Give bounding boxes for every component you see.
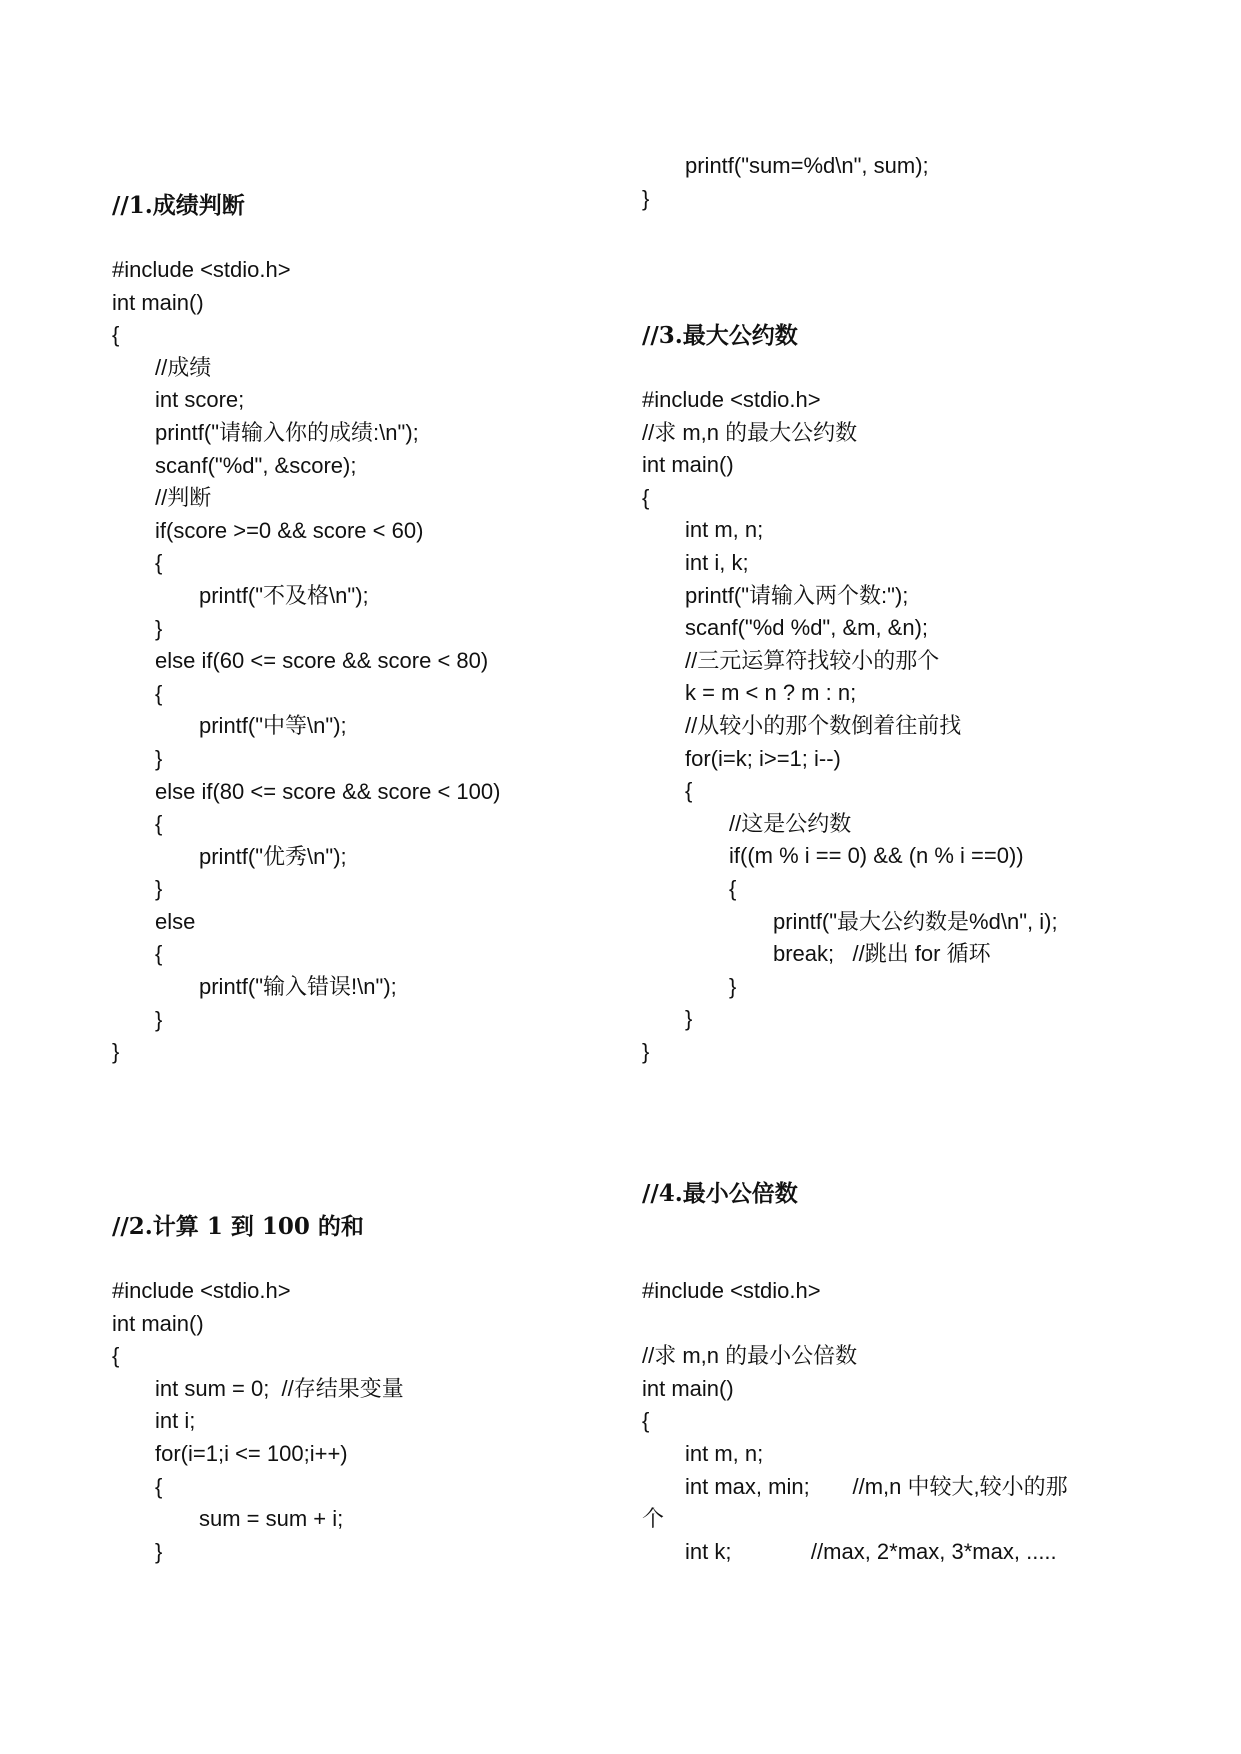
code-line: } [642,1038,650,1064]
code-line: int main() [642,1375,734,1401]
code-line: printf("sum=%d\n", sum); [685,153,929,178]
section-sum-1-to-100 [112,1211,652,1568]
section-title: //1.成绩判断 [112,192,245,219]
code-line: //成绩 [155,354,212,380]
code-line: { [155,550,163,576]
code-block [642,150,1182,215]
code-line: } [642,185,650,211]
code-line: printf("优秀\n"); [199,843,347,869]
code-line: #include <stdio.h> [642,1278,821,1303]
code-block [112,254,652,1069]
code-line: int i; [155,1408,196,1434]
code-line: int max, min; //m,n 中较大,较小的那 [685,1473,1068,1499]
code-line: printf("中等\n"); [199,713,347,739]
code-line: int main() [642,452,734,478]
section-title: //2.计算 1 到 100 的和 [112,1213,364,1240]
code-line: { [642,1408,650,1434]
code-line: printf("请输入你的成绩:\n"); [155,419,419,445]
code-line: } [155,615,163,641]
code-line: 个 [642,1506,665,1532]
code-line: else [155,908,196,934]
code-line: printf("最大公约数是%d\n", i); [773,908,1058,934]
code-line: for(i=1;i <= 100;i++) [155,1440,348,1466]
code-line: } [155,1538,163,1564]
code-line: #include <stdio.h> [112,257,291,282]
code-line: int score; [155,387,245,413]
section-lcm [642,1178,1182,1568]
code-line: #include <stdio.h> [112,1278,291,1303]
code-line: int m, n; [685,517,764,543]
code-line: //求 m,n 的最大公约数 [642,419,858,445]
code-line: } [155,745,163,771]
code-line: scanf("%d", &score); [155,452,357,478]
code-line: if((m % i == 0) && (n % i ==0)) [729,843,1024,869]
code-line: { [155,680,163,706]
code-line: int main() [112,289,204,315]
code-block [112,1275,652,1568]
code-line: int main() [112,1310,204,1336]
code-line: break; //跳出 for 循环 [773,941,991,967]
code-line [642,1308,1182,1341]
code-line: #include <stdio.h> [642,387,821,412]
code-line: //判断 [155,485,212,511]
code-line: //三元运算符找较小的那个 [685,647,940,673]
section-sum-continued [642,150,1182,215]
code-line: { [112,322,120,348]
code-line: } [112,1039,120,1065]
code-line: printf("请输入两个数:"); [685,582,909,608]
code-line: { [112,1343,120,1369]
code-line: else if(80 <= score && score < 100) [155,778,501,804]
code-line: } [155,1006,163,1032]
code-line: //这是公约数 [729,810,852,836]
code-line: int m, n; [685,1440,764,1466]
section-gcd [642,320,1182,1068]
code-line: for(i=k; i>=1; i--) [685,745,841,771]
section-grade-judgement [112,190,652,1069]
code-line: } [729,973,737,999]
code-block [642,1275,1182,1568]
section-title: //3.最大公约数 [642,322,798,349]
code-line: sum = sum + i; [199,1506,344,1532]
code-line: { [642,484,650,510]
code-line: { [155,941,163,967]
code-line: int sum = 0; //存结果变量 [155,1375,404,1401]
code-line: scanf("%d %d", &m, &n); [685,615,929,641]
code-line: printf("输入错误!\n"); [199,974,397,1000]
section-title: //4.最小公倍数 [642,1180,798,1207]
code-line: { [729,875,737,901]
code-line: k = m < n ? m : n; [685,680,857,706]
code-line: int i, k; [685,549,749,575]
code-line: { [155,811,163,837]
code-line: printf("不及格\n"); [199,582,369,608]
code-line: } [155,876,163,902]
code-line: int k; //max, 2*max, 3*max, ..... [685,1538,1057,1564]
code-block [642,384,1182,1068]
code-line: } [685,1006,693,1032]
code-line: else if(60 <= score && score < 80) [155,648,489,674]
code-line: //求 m,n 的最小公倍数 [642,1343,858,1369]
code-line: //从较小的那个数倒着往前找 [685,712,962,738]
code-line: if(score >=0 && score < 60) [155,517,424,543]
code-line: { [155,1473,163,1499]
code-line: { [685,778,693,804]
